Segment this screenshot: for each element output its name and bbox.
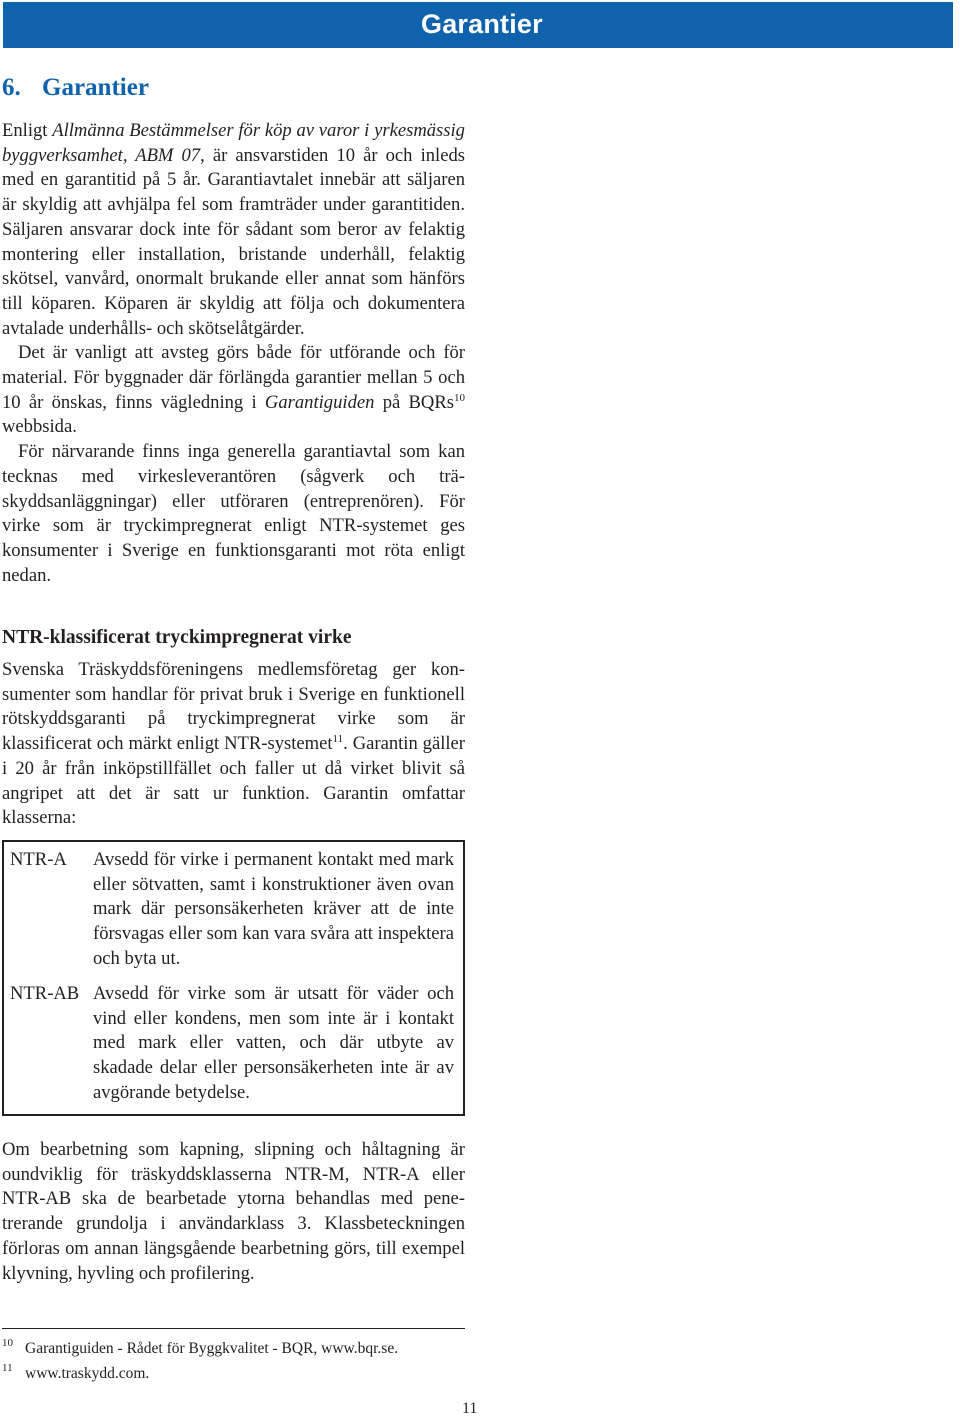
intro-paragraph-3: För närvarande finns inga generella garantiavtal som kan tecknas med virkesleverantören (sågverk och träskyddsanläggningar) eller utföraren (entreprenören). För virke som är tryckimpregnerat enligt NTR-systemet ges konsumenter i Sverige en funktionsgaranti mot röta enligt nedan.	[2, 441, 465, 586]
footnote	[2, 1339, 472, 1359]
footnote-ref-10: 10	[454, 391, 465, 404]
ntr-paragraph: Svenska Träskyddsföreningens medlemsföretag ger konsumenter som handlar för privat bruk i Sverige en funktionell rötskyddsgaranti på tryckimpregnerat virke som är klassificerat och märkt enligt NTR-systemet$^{11}$. Garantin gäller i 20 år från inköpstillfället och faller ut då virket blivit så angripet att det är satt ur funktion. Garantin omfattar klasserna:	[2, 659, 465, 829]
intro-body	[2, 119, 465, 588]
footnote-text: www.traskydd.com.	[25, 1365, 150, 1382]
header-title: Garantier	[421, 9, 543, 39]
footnote-number: 10	[2, 1337, 13, 1349]
class-definition	[10, 982, 454, 1106]
header-bar	[3, 2, 953, 48]
garantiguiden-title: Garantiguiden	[264, 391, 375, 413]
page-number: 11	[462, 1400, 478, 1417]
footnote-divider	[2, 1328, 465, 1329]
footnote	[2, 1364, 472, 1384]
processing-body	[2, 1138, 465, 1286]
intro-paragraph-1: Enligt Allmänna Bestämmelser för köp av varor i yrkesmässig byggverksamhet, ABM 07, är ansvarstiden 10 år och inleds med en garantitid på 5 år. Garantiavtalet innebär att säljaren är skyldig att avhjälpa fel som framträder under garantitiden. Säljaren ansvarar dock inte för sådant som beror av felaktig montering eller installation, bristande underhåll, felaktig skötsel, vanvård, onormalt brukande eller annat som hänförs till köparen. Köparen är skyldig att följa och dokumentera avtalade underhålls- och skötselåtgärder.	[2, 120, 465, 339]
class-term: NTR-AB	[10, 983, 80, 1004]
class-term: NTR-A	[10, 849, 67, 870]
footnote-number: 11	[2, 1362, 13, 1374]
class-description: Avsedd för virke i permanent kontakt med mark eller sötvatten, samt i konstruktioner även ovan mark där personsäkerheten kräver att de inte försvagas eller som kan vara svåra att inspektera och byta ut.	[93, 849, 454, 969]
intro-paragraph-2: Det är vanligt att avsteg görs både för utförande och för material. För byggnader där förlängda garantier mellan 5 och 10 år önskas, finns vägledning i Garantiguiden på BQRs$^{10}$ webbsida.	[2, 342, 465, 438]
processing-paragraph: Om bearbetning som kapning, slipning och håltagning är oundviklig för träskyddsklasserna NTR-M, NTR-A eller NTR-AB ska de bearbetade ytorna behandlas med penetrerande grundolja i användarklass 3. Klassbeteckningen förloras om annan längsgående bearbetning görs, till exempel klyvning, hyvling och profilering.	[2, 1139, 465, 1284]
section-title: Garantier	[42, 74, 149, 101]
ntr-heading: NTR-klassificerat tryckimpregnerat virke	[2, 627, 352, 648]
class-description: Avsedd för virke som är utsatt för väder och vind eller kondens, men som inte är i kontakt med mark eller vatten, och där utbyte av skadade delar eller personsäkerheten inte är av avgörande betydelse.	[93, 983, 454, 1103]
ntr-body	[2, 658, 465, 831]
abm-title: Allmänna Bestämmelser för köp av varor i yrkesmässig byggverksamhet, ABM 07	[2, 120, 465, 166]
section-number: 6.	[2, 74, 21, 101]
footnote-ref-11: 11	[332, 733, 344, 746]
section-heading	[2, 74, 149, 102]
footnote-text: Garantiguiden - Rådet för Byggkvalitet - BQR, www.bqr.se.	[25, 1340, 399, 1357]
class-definition	[10, 848, 454, 972]
